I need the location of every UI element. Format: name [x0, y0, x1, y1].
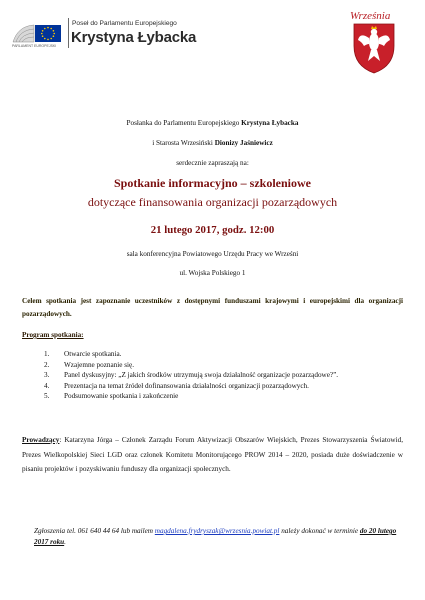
contact-text-mid: należy dokonać w terminie — [279, 527, 360, 535]
event-subtitle: dotyczące finansowania organizacji pozarządowych — [87, 195, 338, 209]
contact-text: Zgłoszenia tel. 061 640 44 64 lub mailem — [34, 527, 155, 535]
ep-small-caption: PARLAMENT EUROPEJSKI — [12, 44, 57, 48]
program-item-text: Prezentacja na temat źródeł dofinansowania działalności organizacji pozarządowych. — [64, 381, 309, 390]
invite-line-3: serdecznie zapraszają na: — [176, 159, 249, 167]
letterhead — [0, 0, 425, 80]
event-datetime: 21 lutego 2017, godz. 12:00 — [150, 224, 275, 236]
program-list — [44, 349, 392, 402]
program-item-number: 1. — [44, 350, 50, 358]
program-item — [44, 381, 392, 392]
program-item — [44, 370, 392, 381]
contact-email-link[interactable]: magdalena.frydryszak@wrzesnia.powiat.pl — [154, 527, 280, 535]
header-divider — [68, 18, 69, 48]
contact-text-end: . — [64, 538, 66, 546]
program-item-number: 4. — [44, 381, 50, 390]
event-title: Spotkanie informacyjno – szkoleniowe — [113, 176, 311, 190]
mep-role: Poseł do Parlamentu Europejskiego — [72, 20, 177, 27]
meeting-goal: Celem spotkania jest zapoznanie uczestników z dostępnymi funduszami krajowymi i europejskimi dla organizacji pozarządowych. — [22, 297, 403, 318]
contact-info — [34, 526, 399, 548]
leaders-text: : Katarzyna Jórga – Członek Zarządu Forum Aktywizacji Obszarów Wiejskich, Prezes Stowarzyszenia Światowid, Prezes Wielkopolskiej Sieci LGD oraz członek Komitetu Monitorującego PROW 2014 – 2020, posiada duże doświadczenie w pisaniu projektów i pozyskiwaniu funduszy dla organizacji społecznych. — [22, 436, 403, 473]
event-venue: sala konferencyjna Powiatowego Urzędu Pracy we Wrześni — [126, 250, 299, 258]
invite-line-2 — [0, 139, 425, 147]
invite-line-1-text: Posłanka do Parlamentu Europejskiego — [126, 119, 242, 127]
program-item-text: Otwarcie spotkania. — [64, 350, 122, 358]
program-item — [44, 391, 392, 402]
program-title: Program spotkania: — [22, 331, 84, 339]
program-item-number: 2. — [44, 360, 50, 369]
invite-cohost-name: Dionizy Jaśniewicz — [214, 139, 273, 147]
program-item-text: Podsumowanie spotkania i zakończenie — [64, 392, 179, 400]
leaders-paragraph — [22, 433, 403, 477]
mep-name: Krystyna Łybacka — [71, 29, 197, 46]
program-item-text: Wzajemne poznanie się. — [64, 360, 135, 369]
invite-line-2-text: i Starosta Wrzesiński — [152, 139, 215, 147]
event-address: ul. Wojska Polskiego 1 — [179, 269, 246, 277]
crest-caption: Września — [350, 10, 391, 22]
program-item — [44, 349, 392, 360]
program-item-number: 5. — [44, 392, 50, 400]
invite-line-1 — [0, 119, 425, 127]
invite-host-name: Krystyna Łybacka — [241, 119, 299, 127]
leaders-label: Prowadzący — [22, 436, 60, 444]
program-item-text: Panel dyskusyjny: „Z jakich środków utrzymują swoja działalność organizacje pozarządowe?”. — [64, 371, 339, 379]
wrzesnia-crest-icon — [340, 6, 408, 76]
registration-deadline: do 20 lutego 2017 roku — [34, 527, 397, 546]
program-item-number: 3. — [44, 371, 50, 379]
program-item — [44, 360, 392, 371]
